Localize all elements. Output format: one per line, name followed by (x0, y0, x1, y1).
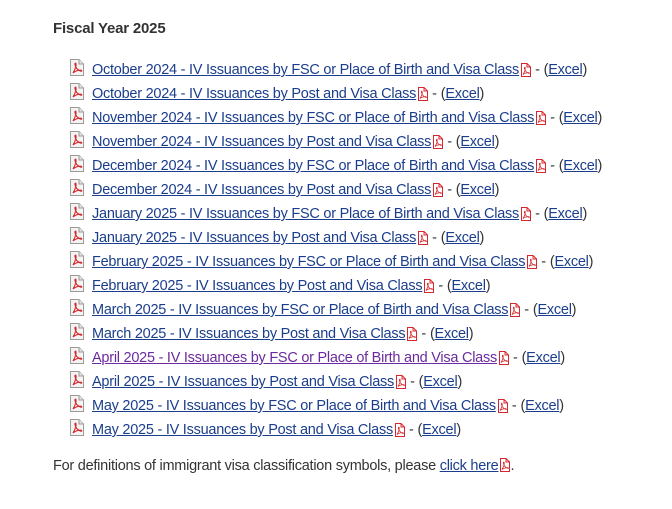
report-row (68, 58, 602, 82)
report-link[interactable]: January 2025 - IV Issuances by Post and Visa Class (92, 230, 417, 246)
report-row (68, 250, 602, 274)
open-paren: ( (543, 206, 549, 222)
pdf-icon (395, 375, 406, 389)
footer-text: For definitions of immigrant visa classification symbols, please (53, 458, 440, 474)
report-link[interactable]: April 2025 - IV Issuances by Post and Visa Class (92, 374, 395, 390)
close-paren: ) (479, 230, 485, 246)
separator: - (421, 326, 426, 342)
separator: - (512, 350, 518, 366)
report-row (68, 202, 602, 226)
pdf-icon (394, 423, 405, 437)
excel-link[interactable]: Excel (445, 230, 480, 246)
separator: - (535, 62, 540, 78)
report-link[interactable]: December 2024 - IV Issuances by Post and Visa Class (92, 182, 432, 198)
report-row (68, 154, 602, 178)
report-link[interactable]: February 2025 - IV Issuances by Post and Visa Class (92, 278, 423, 294)
excel-link[interactable]: Excel (451, 278, 486, 294)
excel-link[interactable]: Excel (563, 110, 598, 126)
pdf-document-icon (68, 322, 86, 341)
report-link[interactable]: December 2024 - IV Issuances by FSC or Place of Birth and Visa Class (92, 158, 535, 174)
close-paren: ) (457, 374, 463, 390)
report-row (68, 322, 602, 346)
report-link[interactable]: February 2025 - IV Issuances by FSC or Place of Birth and Visa Class (92, 254, 526, 270)
report-row (68, 130, 602, 154)
report-link[interactable]: March 2025 - IV Issuances by Post and Visa Class (92, 326, 406, 342)
open-paren: ( (440, 230, 446, 246)
pdf-document-icon (68, 82, 86, 101)
pdf-document-icon (68, 226, 86, 245)
excel-link[interactable]: Excel (434, 326, 469, 342)
excel-link[interactable]: Excel (422, 422, 457, 438)
pdf-icon (535, 159, 546, 173)
pdf-document-icon (68, 58, 86, 77)
separator: - (524, 302, 529, 318)
pdf-document-icon (68, 298, 86, 317)
report-link[interactable]: April 2025 - IV Issuances by FSC or Place of Birth and Visa Class (92, 350, 497, 366)
pdf-icon (432, 135, 443, 149)
separator: - (410, 374, 415, 390)
pdf-document-icon (68, 154, 86, 173)
pdf-document-icon (68, 394, 86, 413)
separator: - (447, 134, 452, 150)
excel-link[interactable]: Excel (445, 86, 480, 102)
report-link[interactable]: March 2025 - IV Issuances by FSC or Place of Birth and Visa Class (92, 302, 509, 318)
excel-link[interactable]: Excel (460, 182, 495, 198)
pdf-icon (417, 87, 428, 101)
fiscal-year-heading: Fiscal Year 2025 (53, 20, 166, 37)
report-row (68, 226, 602, 250)
close-paren: ) (494, 182, 500, 198)
report-list (68, 58, 602, 442)
report-row (68, 370, 602, 394)
open-paren: ( (521, 350, 527, 366)
report-row (68, 178, 602, 202)
pdf-icon (509, 303, 520, 317)
open-paren: ( (532, 302, 538, 318)
separator: - (438, 278, 443, 294)
pdf-icon (423, 279, 434, 293)
open-paren: ( (440, 86, 446, 102)
pdf-icon (520, 63, 531, 77)
footer-period: . (510, 458, 515, 474)
close-paren: ) (479, 86, 485, 102)
close-paren: ) (597, 158, 603, 174)
separator: - (550, 110, 555, 126)
report-row (68, 274, 602, 298)
report-row (68, 418, 602, 442)
pdf-icon (406, 327, 417, 341)
pdf-document-icon (68, 346, 86, 365)
pdf-icon (432, 183, 443, 197)
pdf-icon (535, 111, 546, 125)
pdf-document-icon (68, 250, 86, 269)
click-here-link[interactable]: click here (439, 458, 499, 474)
pdf-icon (499, 458, 510, 472)
report-row (68, 106, 602, 130)
pdf-document-icon (68, 178, 86, 197)
separator: - (550, 158, 555, 174)
open-paren: ( (446, 278, 452, 294)
pdf-document-icon (68, 202, 86, 221)
report-link[interactable]: November 2024 - IV Issuances by FSC or Place of Birth and Visa Class (92, 110, 535, 126)
excel-link[interactable]: Excel (526, 350, 561, 366)
report-link[interactable]: May 2025 - IV Issuances by FSC or Place of Birth and Visa Class (92, 398, 496, 414)
footer-note (53, 458, 514, 474)
separator: - (432, 86, 437, 102)
close-paren: ) (560, 350, 565, 366)
excel-link[interactable]: Excel (537, 302, 572, 318)
pdf-document-icon (68, 106, 86, 125)
open-paren: ( (558, 110, 564, 126)
report-row (68, 394, 602, 418)
pdf-icon (417, 231, 428, 245)
pdf-document-icon (68, 274, 86, 293)
report-link[interactable]: November 2024 - IV Issuances by Post and Visa Class (92, 134, 432, 150)
excel-link[interactable]: Excel (548, 62, 583, 78)
report-row (68, 346, 602, 370)
open-paren: ( (558, 158, 564, 174)
close-paren: ) (485, 278, 491, 294)
report-row (68, 298, 602, 322)
excel-link[interactable]: Excel (525, 398, 560, 414)
close-paren: ) (571, 302, 577, 318)
report-row (68, 82, 602, 106)
report-link[interactable]: May 2025 - IV Issuances by Post and Visa Class (92, 422, 393, 438)
close-paren: ) (597, 110, 603, 126)
excel-link[interactable]: Excel (563, 158, 598, 174)
open-paren: ( (455, 134, 461, 150)
pdf-document-icon (68, 370, 86, 389)
separator: - (535, 206, 540, 222)
excel-link[interactable]: Excel (554, 254, 589, 270)
open-paren: ( (543, 62, 549, 78)
close-paren: ) (456, 422, 461, 438)
close-paren: ) (588, 254, 594, 270)
open-paren: ( (455, 182, 461, 198)
separator: - (511, 398, 517, 414)
pdf-icon (520, 207, 531, 221)
report-link[interactable]: January 2025 - IV Issuances by FSC or Place of Birth and Visa Class (92, 206, 520, 222)
open-paren: ( (520, 398, 526, 414)
close-paren: ) (582, 206, 588, 222)
separator: - (408, 422, 414, 438)
pdf-icon (498, 351, 509, 365)
close-paren: ) (468, 326, 474, 342)
pdf-icon (497, 399, 508, 413)
excel-link[interactable]: Excel (423, 374, 458, 390)
pdf-document-icon (68, 418, 86, 437)
open-paren: ( (417, 422, 423, 438)
pdf-icon (526, 255, 537, 269)
excel-link[interactable]: Excel (548, 206, 583, 222)
excel-link[interactable]: Excel (460, 134, 495, 150)
report-link[interactable]: October 2024 - IV Issuances by FSC or Place of Birth and Visa Class (92, 62, 520, 78)
open-paren: ( (429, 326, 435, 342)
close-paren: ) (494, 134, 500, 150)
separator: - (432, 230, 437, 246)
pdf-document-icon (68, 130, 86, 149)
separator: - (447, 182, 452, 198)
close-paren: ) (582, 62, 588, 78)
report-link[interactable]: October 2024 - IV Issuances by Post and Visa Class (92, 86, 417, 102)
close-paren: ) (559, 398, 564, 414)
open-paren: ( (549, 254, 555, 270)
separator: - (541, 254, 546, 270)
open-paren: ( (418, 374, 424, 390)
